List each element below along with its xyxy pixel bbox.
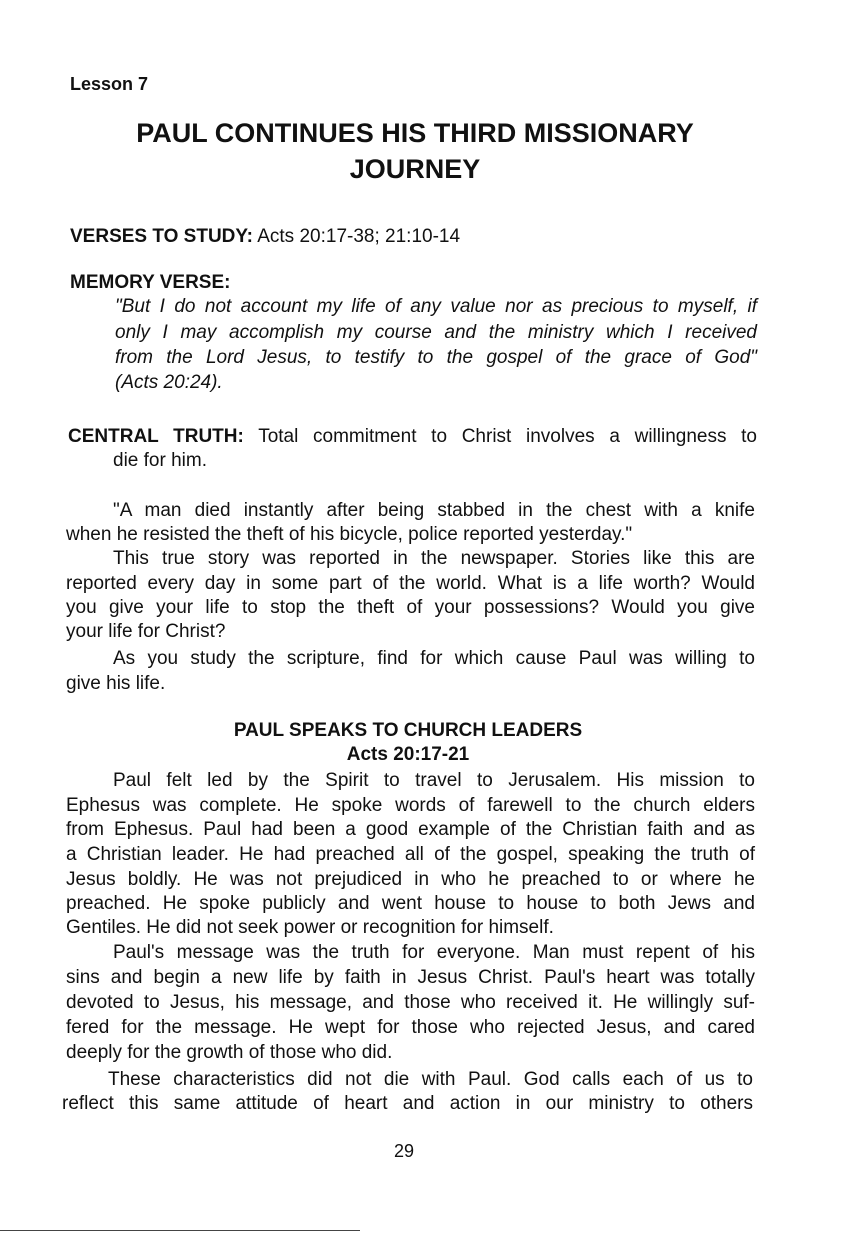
central-truth-label: CENTRAL TRUTH:	[68, 426, 244, 447]
lesson-label: Lesson 7	[70, 74, 149, 94]
body-line: sins and begin a new life by faith in Jesus Christ. Paul's heart was totally	[66, 967, 755, 988]
body-line: Paul's message was the truth for everyone. Man must repent of his	[113, 942, 755, 963]
body-line: a Christian leader. He had preached all of the gospel, speaking the truth of	[66, 844, 755, 865]
body-line: Paul felt led by the Spirit to travel to Jerusalem. His mission to	[113, 770, 755, 791]
body-line: deeply for the growth of those who did.	[66, 1042, 393, 1063]
body-line: reflect this same attitude of heart and action in our ministry to others	[62, 1093, 753, 1114]
intro-line: give his life.	[66, 673, 166, 694]
verses-to-study	[70, 226, 460, 248]
page-title-line-2: JOURNEY	[349, 154, 481, 184]
body-line: preached. He spoke publicly and went house to house to both Jews and	[66, 893, 755, 914]
intro-line: you give your life to stop the theft of your possessions? Would you give	[66, 597, 755, 618]
memory-verse-label: MEMORY VERSE:	[70, 272, 231, 293]
bottom-edge-line	[0, 1230, 360, 1231]
central-truth-text: Total commitment to Christ involves a willingness to	[258, 426, 758, 447]
memory-verse-line: only I may accomplish my course and the ministry which I received	[115, 322, 757, 343]
body-line: fered for the message. He wept for those who rejected Jesus, and cared	[66, 1017, 755, 1038]
intro-line: your life for Christ?	[66, 621, 226, 642]
central-truth-text-cont: die for him.	[113, 450, 207, 471]
intro-line: "A man died instantly after being stabbed in the chest with a knife	[113, 500, 755, 521]
body-line: from Ephesus. Paul had been a good example of the Christian faith and as	[66, 819, 755, 840]
intro-line: This true story was reported in the newspaper. Stories like this are	[113, 548, 755, 569]
body-line: Jesus boldly. He was not prejudiced in who he preached to or where he	[66, 869, 755, 890]
body-line: Ephesus was complete. He spoke words of farewell to the church elders	[66, 795, 755, 816]
memory-verse-line: from the Lord Jesus, to testify to the gospel of the grace of God"	[115, 347, 757, 368]
section-heading: PAUL SPEAKS TO CHURCH LEADERS	[233, 720, 583, 741]
body-line: These characteristics did not die with Paul. God calls each of us to	[108, 1069, 753, 1090]
memory-verse-line: (Acts 20:24).	[115, 372, 223, 393]
central-truth	[68, 426, 757, 448]
intro-line: when he resisted the theft of his bicycle, police reported yesterday."	[66, 524, 633, 545]
memory-verse-line: "But I do not account my life of any value nor as precious to myself, if	[115, 296, 757, 317]
verses-label: VERSES TO STUDY:	[70, 226, 253, 247]
intro-line: As you study the scripture, find for which cause Paul was willing to	[113, 648, 755, 669]
section-reference: Acts 20:17-21	[346, 744, 470, 765]
body-line: devoted to Jesus, his message, and those who received it. He willingly suf-	[66, 992, 755, 1013]
page-number: 29	[394, 1141, 415, 1161]
intro-line: reported every day in some part of the world. What is a life worth? Would	[66, 573, 755, 594]
verses-text: Acts 20:17-38; 21:10-14	[257, 226, 461, 247]
body-line: Gentiles. He did not seek power or recognition for himself.	[66, 917, 554, 938]
page-title-line-1: PAUL CONTINUES HIS THIRD MISSIONARY	[136, 118, 694, 148]
